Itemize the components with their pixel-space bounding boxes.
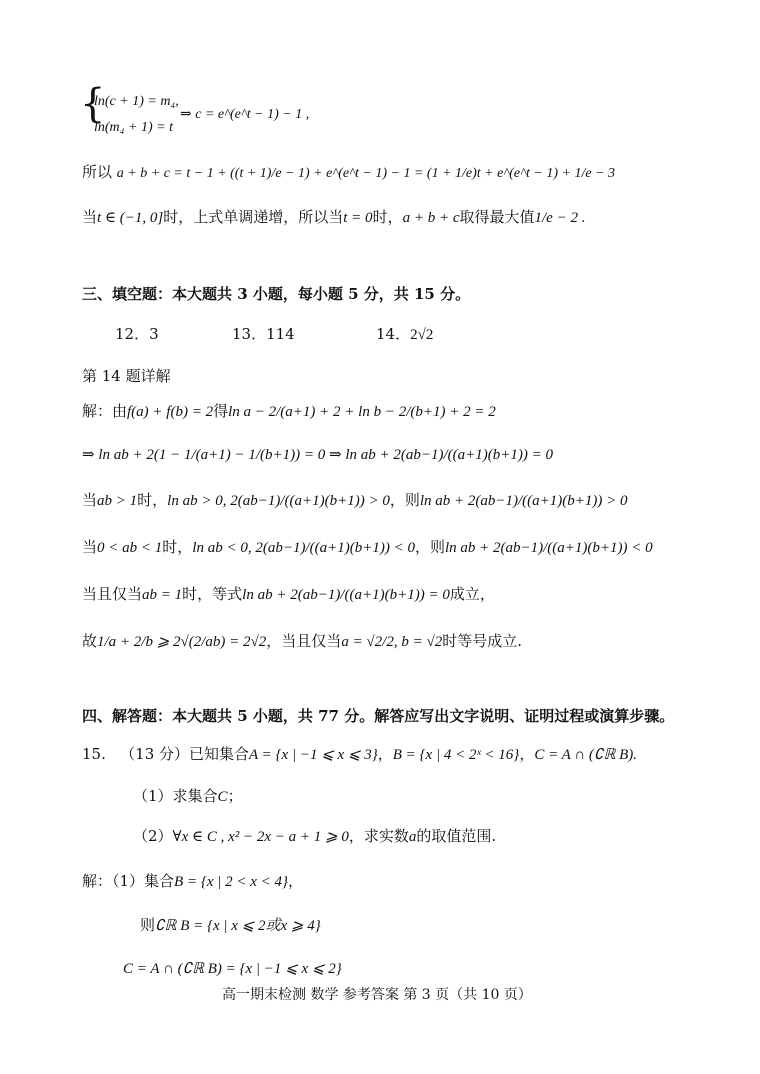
q14-line-2: ⇒ ln ab + 2(1 − 1/(a+1) − 1/(b+1)) = 0 ⇒ ln ab + 2(ab−1)/((a+1)(b+1)) = 0 — [82, 447, 553, 463]
q15-part-1: （1）求集合C； — [133, 787, 243, 805]
answer-14: 14．2√2 — [376, 325, 434, 343]
q14-line-6: 故1/a + 2/b ⩾ 2√(2/ab) = 2√2，当且仅当a = √2/2, b = √2时等号成立. — [82, 632, 522, 650]
section-3-title: 三、填空题：本大题共 3 小题，每小题 5 分，共 15 分。 — [82, 285, 471, 303]
q14-title: 第 14 题详解 — [82, 367, 171, 385]
system-eq-1: ln(c + 1) = m₄, — [94, 94, 179, 109]
q15-statement: 15. （13 分）已知集合A = {x | −1 ⩽ x ⩽ 3}，B = {x | 4 < 2ˣ < 16}，C = A ∩ (∁ℝ B). — [82, 745, 637, 763]
system-implies: ⇒ c = e^(e^t − 1) − 1 , — [180, 107, 310, 122]
section-4-title: 四、解答题：本大题共 5 小题，共 77 分。解答应写出文字说明、证明过程或演算步骤。 — [82, 707, 675, 725]
monotonic-line: 当t ∈ (−1, 0]时，上式单调递增，所以当t = 0时，a + b + c取得最大值1/e − 2 . — [82, 208, 586, 226]
q14-line-1: 解：由f(a) + f(b) = 2得ln a − 2/(a+1) + 2 + ln b − 2/(b+1) + 2 = 2 — [82, 402, 496, 420]
sum-line: 所以 a + b + c = t − 1 + ((t + 1)/e − 1) + e^(e^t − 1) − 1 = (1 + 1/e)t + e^(e^t − 1) + 1/e − 3 — [82, 163, 616, 181]
q14-line-4: 当0 < ab < 1时，ln ab < 0, 2(ab−1)/((a+1)(b+1)) < 0，则ln ab + 2(ab−1)/((a+1)(b+1)) < 0 — [82, 538, 653, 556]
answer-12: 12．3 — [115, 325, 159, 343]
solution-line-2: 则∁ℝ B = {x | x ⩽ 2或x ⩾ 4} — [140, 916, 321, 934]
q15-part-2: （2）∀x ∈ C , x² − 2x − a + 1 ⩾ 0，求实数a的取值范围. — [133, 827, 497, 845]
left-brace: { — [80, 81, 106, 127]
q14-line-5: 当且仅当ab = 1时，等式ln ab + 2(ab−1)/((a+1)(b+1)) = 0成立， — [82, 585, 495, 603]
page-footer: 高一期末检测 数学 参考答案 第 3 页（共 10 页） — [222, 987, 532, 1003]
solution-line-1: 解：（1）集合B = {x | 2 < x < 4}， — [82, 872, 304, 890]
q14-line-3: 当ab > 1时，ln ab > 0, 2(ab−1)/((a+1)(b+1)) > 0，则ln ab + 2(ab−1)/((a+1)(b+1)) > 0 — [82, 491, 628, 509]
system-eq-2: ln(m₄ + 1) = t — [94, 120, 173, 135]
answer-13: 13．114 — [232, 325, 295, 343]
solution-line-3: C = A ∩ (∁ℝ B) = {x | −1 ⩽ x ⩽ 2} — [123, 961, 342, 977]
